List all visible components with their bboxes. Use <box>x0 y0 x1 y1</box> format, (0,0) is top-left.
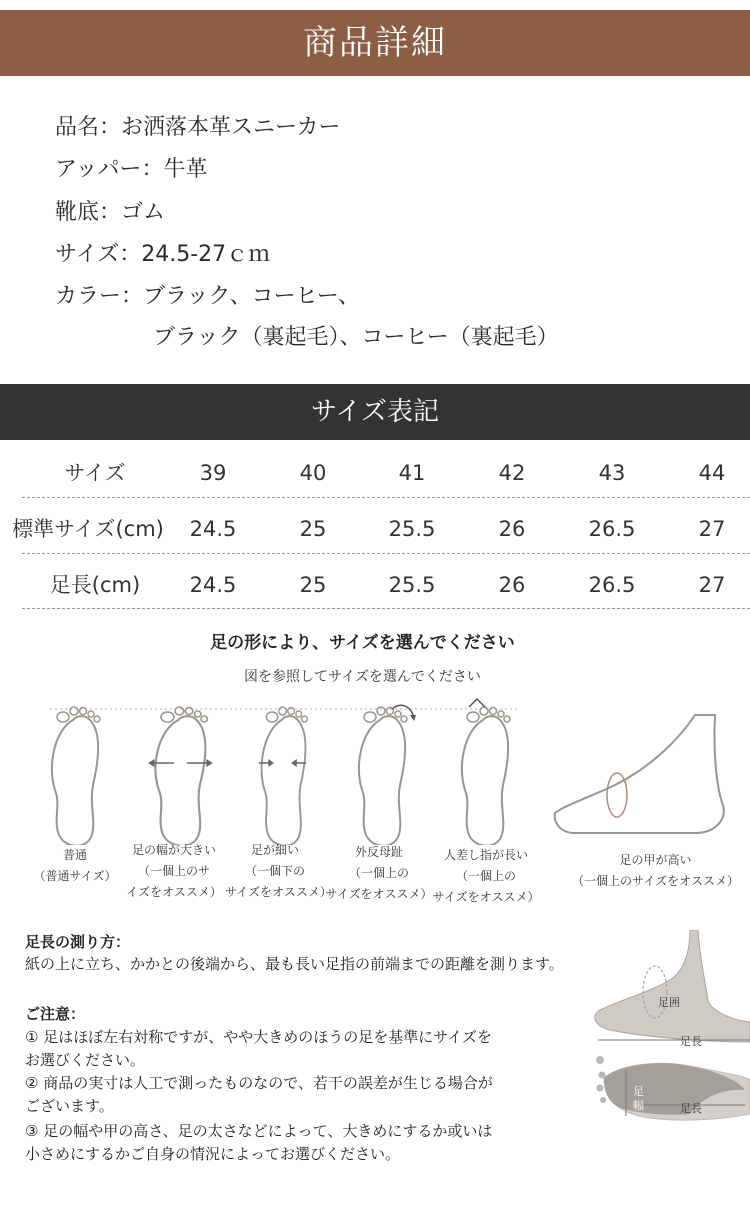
foot-guide-subtitle: 図を参照してサイズを選んでください <box>244 669 481 685</box>
foot-narrow <box>259 707 307 845</box>
product-detail-banner: 商品詳細 <box>0 10 750 76</box>
size-cell: 26.5 <box>588 573 636 597</box>
spec-upper: アッパー：牛革 <box>55 157 208 182</box>
caption-line: （一個下の <box>244 864 305 878</box>
caption-line: 足が細い <box>250 843 299 857</box>
caption-line: （一個上の <box>455 869 516 883</box>
row-divider <box>22 497 750 498</box>
label-length-top: 足長 <box>680 1035 702 1048</box>
foot-measure-diagram <box>590 930 750 1140</box>
size-cell: 25 <box>299 573 327 597</box>
caption-line: （普通サイズ） <box>33 869 117 883</box>
caption-line: 外反母趾 <box>354 845 403 859</box>
size-cell: 44 <box>698 461 726 485</box>
size-cell: 25.5 <box>388 517 436 541</box>
caption-line: サイズをオススメ） <box>432 890 540 904</box>
size-row-label: 標準サイズ(cm) <box>12 517 164 541</box>
label-length-bottom: 足長 <box>680 1102 702 1115</box>
size-cell: 41 <box>398 461 426 485</box>
caption-line: サイズをオススメ） <box>325 887 433 901</box>
notes-heading: ご注意： <box>25 1005 86 1023</box>
size-cell: 27 <box>698 517 726 541</box>
size-cell: 24.5 <box>189 573 237 597</box>
size-cell: 25 <box>299 517 327 541</box>
foot-normal <box>52 707 100 845</box>
note-line: ① 足はほぼ左右対称ですが、やや大きめのほうの足を基準にサイズを <box>25 1028 493 1046</box>
foot-long-second-toe <box>462 699 510 845</box>
caption-line: イズをオススメ） <box>126 885 222 899</box>
size-cell: 26.5 <box>588 517 636 541</box>
size-cell: 40 <box>299 461 327 485</box>
caption-line: （一個上の <box>348 866 409 880</box>
foot-high-instep <box>555 715 724 833</box>
note-line: お選びください。 <box>25 1051 146 1069</box>
caption-line: （一個上のサイズをオススメ） <box>572 874 739 888</box>
row-divider <box>22 553 750 554</box>
caption-line: 普通 <box>62 848 87 862</box>
foot-caption-narrow <box>225 840 332 903</box>
spec-color-continued: ブラック（裏起毛）、コーヒー（裏起毛） <box>153 325 559 350</box>
row-divider <box>22 608 750 609</box>
note-line: ございます。 <box>25 1097 114 1115</box>
foot-wide <box>148 707 213 845</box>
label-girth: 足囲 <box>658 996 680 1009</box>
note-line: 小さめにするかご自身の情況によってお選びください。 <box>25 1145 401 1163</box>
foot-caption-normal <box>30 845 120 887</box>
size-row <box>0 557 750 613</box>
spec-size: サイズ：24.5-27ｃｍ <box>55 242 271 267</box>
size-cell: 42 <box>498 461 526 485</box>
caption-line: 足の幅が大きい <box>131 843 216 857</box>
label-width: 足幅 <box>633 1085 644 1112</box>
foot-caption-wide <box>118 840 230 903</box>
foot-caption-long-toe <box>430 845 542 908</box>
size-cell: 26 <box>498 517 526 541</box>
spec-sole: 靴底：ゴム <box>55 200 166 225</box>
foot-guide-title: 足の形により、サイズを選んでください <box>210 633 515 653</box>
caption-line: サイズをオススメ） <box>225 885 332 899</box>
size-row-label: サイズ <box>64 461 126 485</box>
size-cell: 24.5 <box>189 517 237 541</box>
size-cell: 26 <box>498 573 526 597</box>
size-cell: 27 <box>698 573 726 597</box>
spec-color: カラー：ブラック、コーヒー、 <box>55 284 360 309</box>
size-cell: 43 <box>598 461 626 485</box>
size-row <box>0 501 750 557</box>
measure-heading: 足長の測り方： <box>25 933 131 951</box>
size-row-label: 足長(cm) <box>49 573 141 597</box>
size-row <box>0 445 750 501</box>
foot-shapes-illustration <box>0 695 750 845</box>
size-cell: 39 <box>199 461 227 485</box>
caption-line: 人差し指が長い <box>443 848 528 862</box>
foot-bunion <box>359 705 416 845</box>
note-line: ② 商品の実寸は人工で測ったものなので、若干の誤差が生じる場合が <box>25 1074 493 1092</box>
measure-text: 紙の上に立ち、かかとの後端から、最も長い足指の前端までの距離を測ります。 <box>25 955 564 973</box>
caption-line: （一個上のサ <box>137 864 210 878</box>
foot-caption-bunion <box>325 842 433 905</box>
size-cell: 25.5 <box>388 573 436 597</box>
note-line: ③ 足の幅や甲の高さ、足の太さなどによって、大きめにするか或いは <box>25 1122 493 1140</box>
size-section-banner: サイズ表記 <box>0 384 750 440</box>
foot-caption-high-instep <box>568 850 743 892</box>
caption-line: 足の甲が高い <box>619 853 692 867</box>
spec-product-name: 品名：お洒落本革スニーカー <box>55 115 341 140</box>
